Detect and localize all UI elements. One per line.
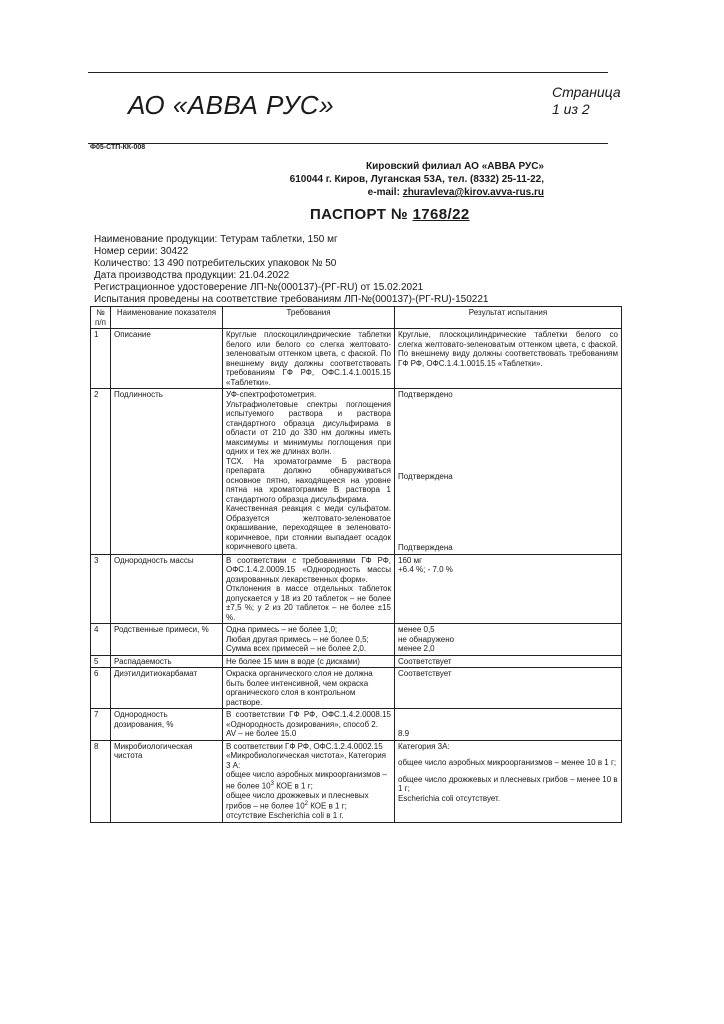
req-line: В соответствии ГФ РФ, ОФС.1.4.2.0008.15 «Однородность дозирования», способ 2.	[226, 710, 391, 729]
row-result: Соответствует	[395, 655, 622, 668]
row-name: Описание	[111, 329, 223, 389]
table-row	[91, 740, 622, 822]
row-requirements	[223, 624, 395, 656]
row-requirements	[223, 389, 395, 555]
branch-address: 610044 г. Киров, Луганская 53А, тел. (8332) 25-11-22,	[289, 174, 544, 185]
res-line: менее 2,0	[398, 644, 435, 653]
res-line: общее число дрожжевых и плесневых грибов – менее 10 в 1 г;	[398, 774, 618, 793]
row-name: Однородность массы	[111, 554, 223, 624]
row-requirements: Не более 15 мин в воде (с дисками)	[223, 655, 395, 668]
email-link[interactable]: zhuravleva@kirov.avva-rus.ru	[402, 187, 544, 198]
req-line: Любая другая примесь – не более 0,5;	[226, 634, 369, 644]
req-line: Отклонения в массе отдельных таблеток допускается у 18 из 20 таблеток – не более ±7,5 %; у 2 из 20 таблеток – не более ±15 %.	[226, 584, 391, 622]
req-line: В соответствии ГФ РФ, ОФС.1.2.4.0002.15 «Микробиологическая чистота», Категория 3 А:	[226, 741, 386, 770]
req-line	[226, 770, 391, 791]
table-row	[91, 329, 622, 389]
meta-product: Наименование продукции: Тетурам таблетки, 150 мг	[94, 234, 338, 245]
row-requirements: Окраска органического слоя не должна быть более интенсивной, чем окраска органического слоя в контрольном растворе.	[223, 668, 395, 709]
row-requirements: Круглые плоскоцилиндрические таблетки белого или белого со слегка желтовато-зеленоватым оттенком цвета, с фаской. По внешнему виду должны соответствовать требованиям ГФ РФ, ОФС.1.4.1.0015.15 «Таблетки».	[223, 329, 395, 389]
row-num: 3	[91, 554, 111, 624]
req-line: AV – не более 15.0	[226, 729, 297, 738]
row-result	[395, 554, 622, 624]
row-num: 5	[91, 655, 111, 668]
res-line: менее 0,5	[398, 625, 435, 634]
row-result: Круглые, плоскоцилиндрические таблетки белого со слегка желтовато-зеленоватым оттенком цвета, с фаской. По внешнему виду должны соответствовать требованиям ГФ РФ, ОФС.1.4.1.0015.15 «Таблетки».	[395, 329, 622, 389]
res-line: не обнаружено	[398, 634, 455, 644]
row-result	[395, 624, 622, 656]
req-line: Сумма всех примесей – не более 2,0.	[226, 644, 367, 653]
branch-email-line	[244, 186, 544, 199]
row-requirements	[223, 709, 395, 741]
branch-info	[244, 160, 544, 199]
row-name: Однородность дозирования, %	[111, 709, 223, 741]
table-row	[91, 655, 622, 668]
passport-number: 1768/22	[412, 206, 470, 223]
row-result	[395, 740, 622, 822]
req-exponent: 2	[304, 801, 308, 808]
row-name: Диэтилдитиокарбамат	[111, 668, 223, 709]
res-line: +6.4 %; - 7.0 %	[398, 565, 453, 574]
req-text: КОЕ в 1 г;	[273, 781, 313, 791]
row-requirements	[223, 740, 395, 822]
row-num: 7	[91, 709, 111, 741]
req-line: ТСХ. На хроматограмме Б раствора препарата должно обнаруживаться основное пятно, находящееся на уровне пятна на хроматограмме В раствора 1 стандартного образца дисульфирама.	[226, 456, 391, 504]
table-header-row	[91, 307, 622, 329]
res-line: 160 мг	[398, 555, 422, 565]
req-text: КОЕ в 1 г;	[308, 801, 347, 811]
table-row	[91, 668, 622, 709]
req-line: отсутствие Escherichia coli в 1 г.	[226, 811, 344, 821]
page-indicator	[552, 84, 621, 118]
row-name: Микробиологическая чистота	[111, 740, 223, 822]
req-line: Одна примесь – не более 1,0;	[226, 625, 338, 634]
table-row	[91, 554, 622, 624]
table-row	[91, 624, 622, 656]
page-label: Страница	[552, 84, 621, 100]
table-row	[91, 389, 622, 555]
meta-series: Номер серии: 30422	[94, 246, 189, 257]
passport-title-prefix: ПАСПОРТ №	[310, 206, 413, 223]
header-requirements: Требования	[223, 307, 395, 329]
header-name: Наименование показателя	[111, 307, 223, 329]
company-name: АО «АВВА РУС»	[128, 90, 335, 120]
res-line: Escherichia coli отсутствует.	[398, 793, 501, 803]
row-result	[395, 709, 622, 741]
row-name: Подлинность	[111, 389, 223, 555]
res-line: Подтверждена	[398, 471, 453, 481]
row-result	[395, 389, 622, 555]
req-line: УФ-спектрофотометрия.	[226, 390, 317, 399]
res-line: Категория 3А:	[398, 741, 450, 751]
table-row	[91, 709, 622, 741]
row-num: 1	[91, 329, 111, 389]
row-num: 2	[91, 389, 111, 555]
header-num: № п/п	[91, 307, 111, 329]
meta-registration: Регистрационное удостоверение ЛП-№(000137)-(РГ-RU) от 15.02.2021	[94, 282, 424, 293]
res-line: 8.9	[398, 729, 410, 738]
res-line: общее число аэробных микроорганизмов – менее 10 в 1 г;	[398, 758, 617, 767]
req-text: общее число аэробных микроорганизмов – не более 10	[226, 770, 387, 791]
req-line: Качественная реакция с меди сульфатом. Образуется желтовато-зеленоватое окрашивание, переходящее в зеленовато-коричневое, при стоянии выпадает осадок коричневого цвета.	[226, 504, 391, 551]
header-result: Результат испытания	[395, 307, 622, 329]
row-requirements	[223, 554, 395, 624]
row-name: Родственные примеси, %	[111, 624, 223, 656]
row-num: 6	[91, 668, 111, 709]
req-exponent: 3	[270, 780, 274, 787]
meta-quantity: Количество: 13 490 потребительских упаковок № 50	[94, 258, 337, 269]
req-text: общее число дрожжевых и плесневых грибов – не более 10	[226, 790, 369, 811]
res-line: Подтверждено	[398, 390, 453, 399]
branch-name: Кировский филиал АО «АВВА РУС»	[365, 161, 544, 172]
req-line: Ультрафиолетовые спектры поглощения испытуемого раствора и раствора стандартного образца дисульфирама в области от 210 до 330 нм должны иметь максимумы и минимумы поглощения при одних и тех же длинах волн.	[226, 399, 391, 456]
req-line	[226, 791, 391, 812]
form-code: Ф05-СТП-КК-008	[90, 144, 146, 151]
meta-date: Дата производства продукции: 21.04.2022	[94, 270, 290, 281]
email-label: e-mail:	[367, 187, 403, 198]
product-meta	[94, 234, 488, 306]
res-line: Подтверждена	[398, 543, 453, 552]
row-name: Распадаемость	[111, 655, 223, 668]
row-num: 8	[91, 740, 111, 822]
page-of: 1 из 2	[552, 101, 590, 117]
row-num: 4	[91, 624, 111, 656]
req-line: В соответствии с требованиями ГФ РФ, ОФС.1.4.2.0009.15 «Однородность массы дозированных лекарственных форм».	[226, 555, 391, 584]
meta-tests: Испытания проведены на соответствие требованиям ЛП-№(000137)-(РГ-RU)-150221	[94, 294, 489, 305]
passport-title	[310, 206, 470, 223]
row-result: Соответствует	[395, 668, 622, 709]
test-results-table	[90, 306, 622, 823]
